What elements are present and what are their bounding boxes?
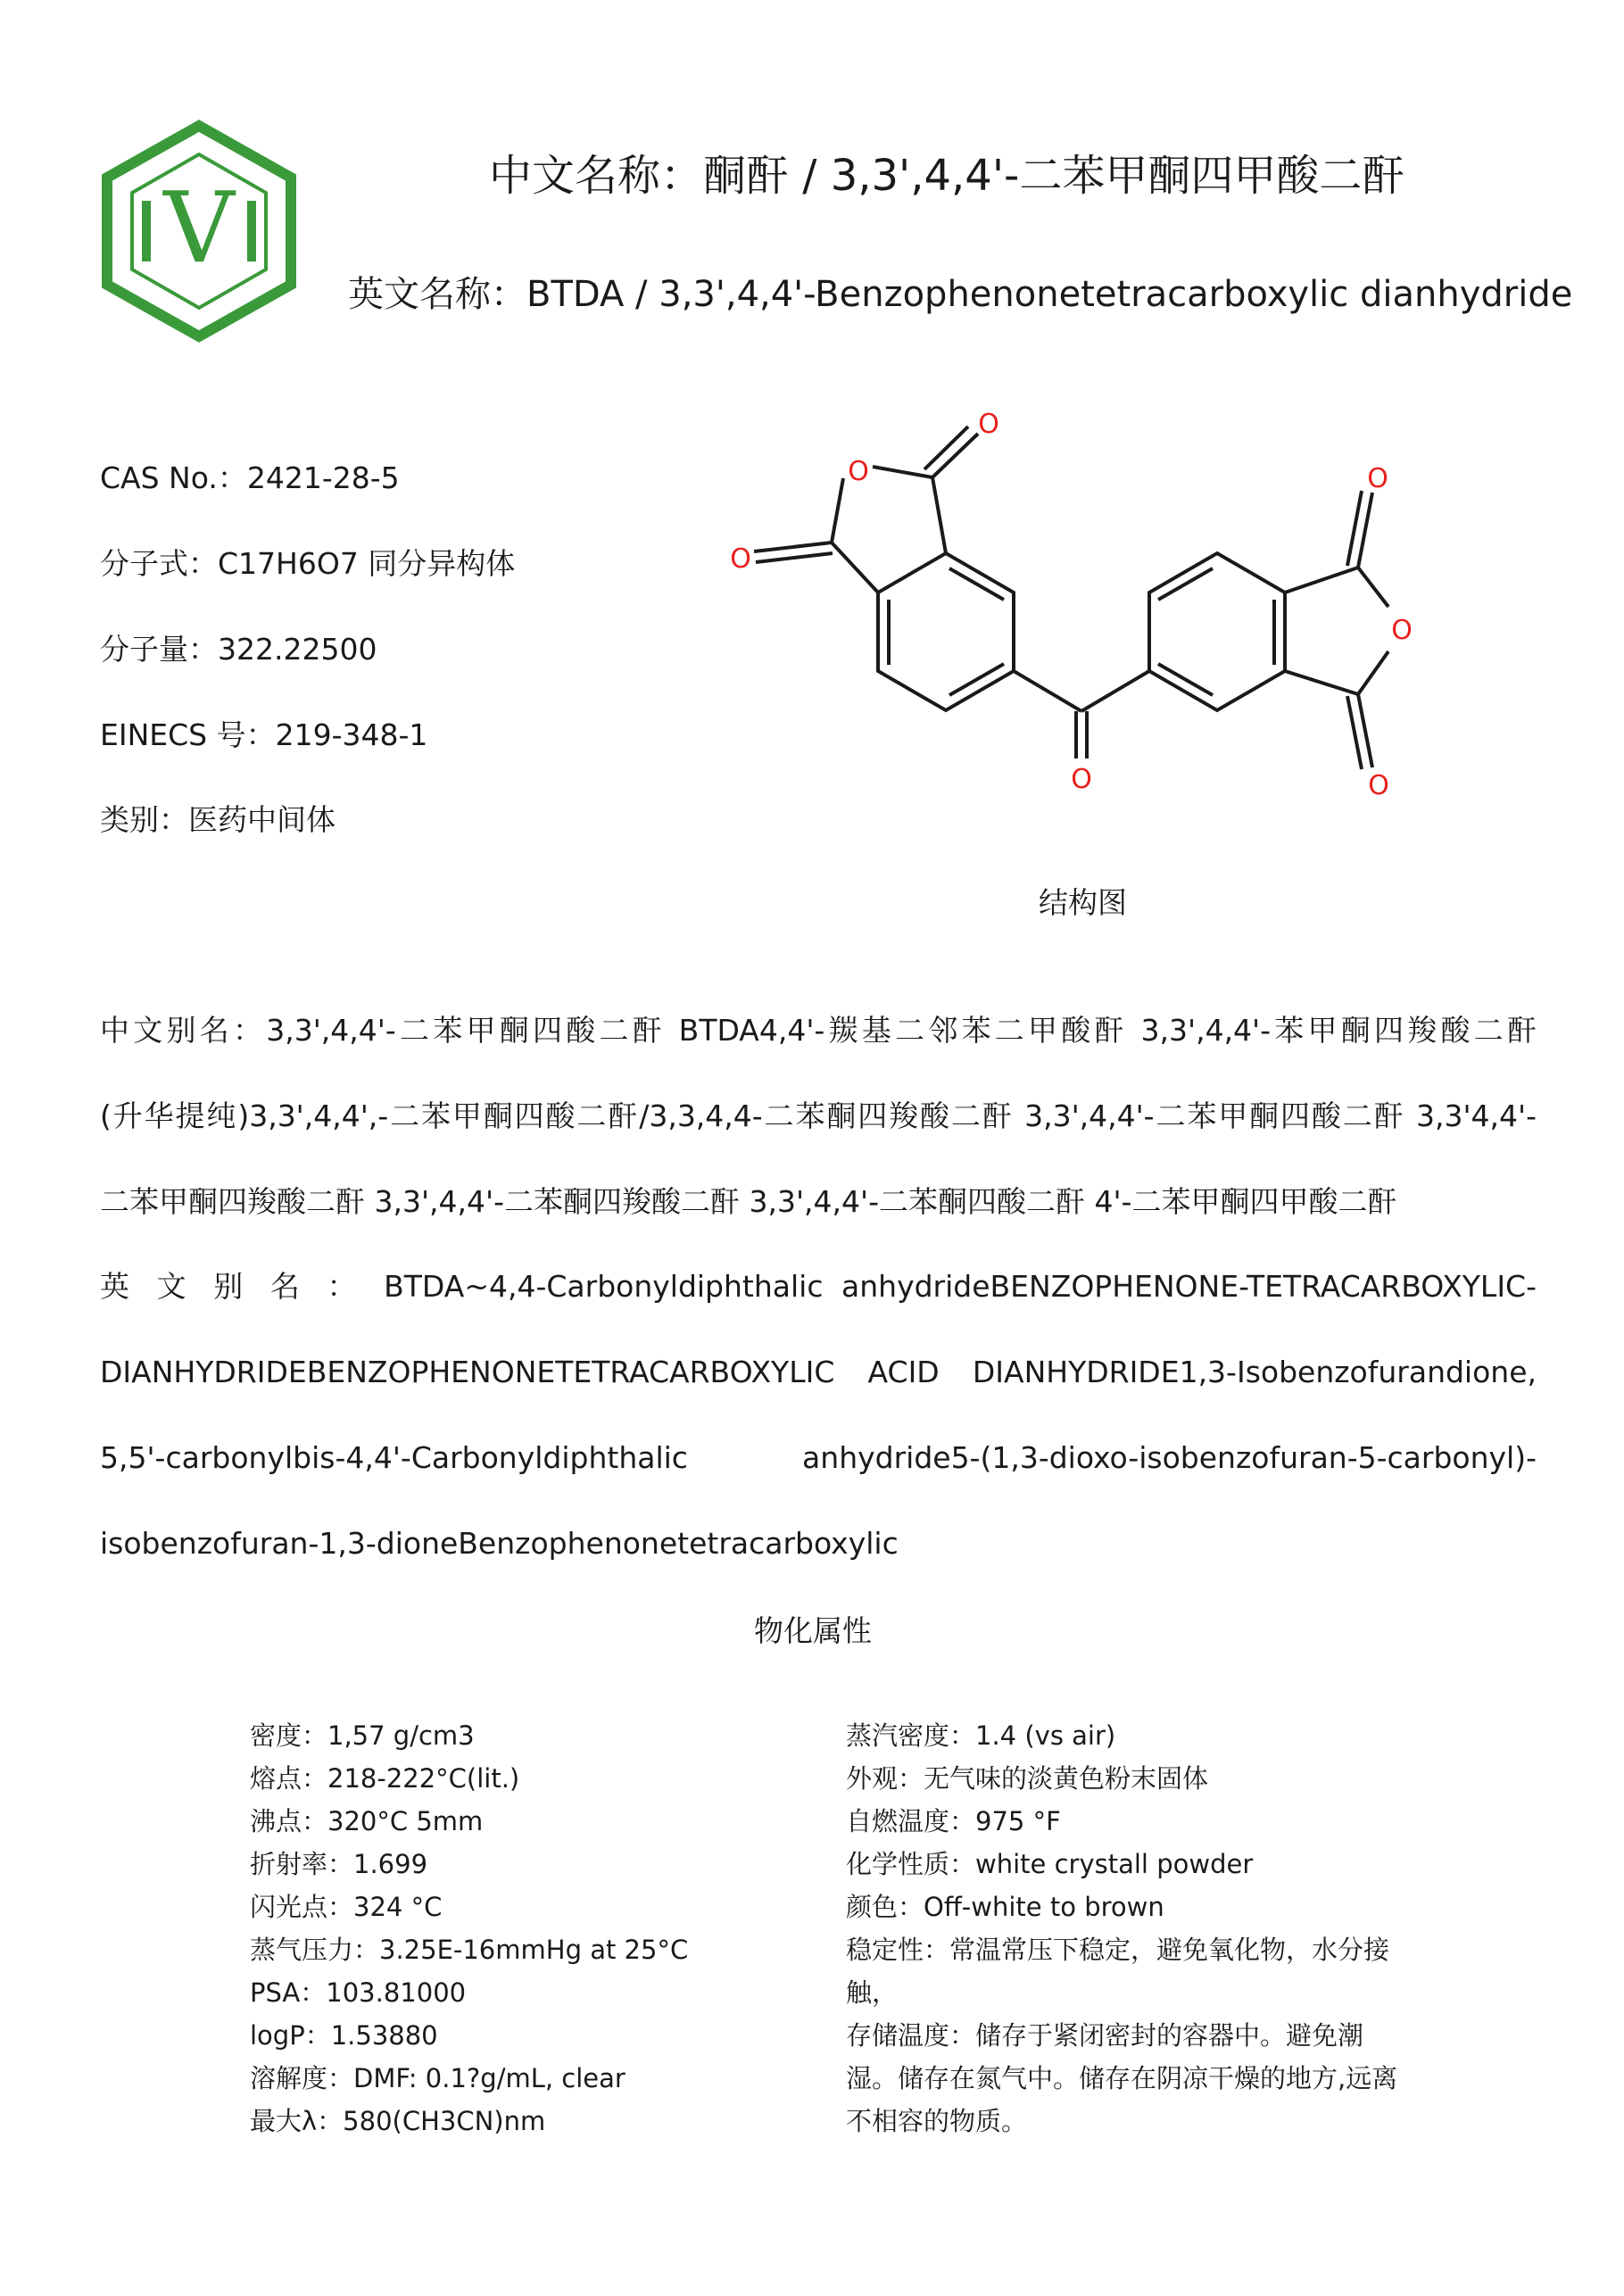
english-aliases-line: 英 文 别 名 ： BTDA~4,4-Carbonyldiphthalic anhydrideBENZOPHENONE-TETRACARBOXYLIC- <box>100 1269 1537 1304</box>
oxygen-atom-label: O <box>1368 770 1389 801</box>
properties-left-column <box>250 1714 688 2143</box>
english-aliases-line: isobenzofuran-1,3-dioneBenzophenonetetracarboxylic <box>100 1526 899 1561</box>
chinese-aliases <box>100 988 1537 1245</box>
einecs-number: EINECS 号：219-348-1 <box>100 717 428 752</box>
property-refractive-index: 折射率：1.699 <box>250 1849 428 1879</box>
property-autoignition-temperature: 自燃温度：975 °F <box>846 1806 1061 1836</box>
property-color: 颜色：Off-white to brown <box>846 1892 1164 1922</box>
property-boiling-point: 沸点：320°C 5mm <box>250 1806 484 1836</box>
property-logp: logP：1.53880 <box>250 2020 438 2051</box>
property-density: 密度：1,57 g/cm3 <box>250 1720 475 1751</box>
property-storage-temperature: 存储温度：储存于紧闭密封的容器中。避免潮湿。储存在氮气中。储存在阴凉干燥的地方,远离不相容的物质。 <box>846 2020 1398 2136</box>
logo-letter: V <box>163 170 235 285</box>
molecular-formula: 分子式：C17H6O7 同分异构体 <box>100 546 516 581</box>
oxygen-atom-label: O <box>1367 463 1388 494</box>
oxygen-atom-label: O <box>1071 764 1092 795</box>
chinese-aliases-line: 中文别名：3,3',4,4'-二苯甲酮四酸二酐 BTDA4,4'-羰基二邻苯二甲酸酐 3,3',4,4'-苯甲酮四羧酸二酐 <box>100 1013 1537 1048</box>
molecular-weight: 分子量：322.22500 <box>100 632 377 667</box>
structure-diagram <box>714 393 1446 803</box>
english-name-title: 英文名称：BTDA / 3,3',4,4'-Benzophenonetetracarboxylic dianhydride <box>348 274 1573 315</box>
english-aliases-line: 5,5'-carbonylbis-4,4'-Carbonyldiphthalic anhydride5-(1,3-dioxo-isobenzofuran-5-carbonyl)- <box>100 1440 1537 1475</box>
properties-right-column <box>846 1714 1399 2143</box>
properties-title: 物化属性 <box>754 1613 872 1648</box>
property-psa: PSA：103.81000 <box>250 1977 467 2008</box>
property-vapor-density: 蒸汽密度：1.4 (vs air) <box>846 1720 1116 1751</box>
property-flash-point: 闪光点：324 °C <box>250 1892 443 1922</box>
chinese-aliases-line: (升华提纯)3,3',4,4',-二苯甲酮四酸二酐/3,3,4,4-二苯酮四羧酸二酐 3,3',4,4'-二苯甲酮四酸二酐 3,3'4,4'- <box>100 1098 1537 1133</box>
property-chemical-properties: 化学性质：white crystall powder <box>846 1849 1254 1879</box>
property-solubility: 溶解度：DMF: 0.1?g/mL, clear <box>250 2063 626 2093</box>
property-max-wavelength: 最大λ：580(CH3CN)nm <box>250 2106 546 2136</box>
property-appearance: 外观：无气味的淡黄色粉末固体 <box>846 1763 1209 1794</box>
oxygen-atom-label: O <box>1391 615 1413 646</box>
category: 类别：医药中间体 <box>100 802 336 837</box>
structure-caption: 结构图 <box>1039 885 1127 920</box>
chinese-aliases-line: 二苯甲酮四羧酸二酐 3,3',4,4'-二苯酮四羧酸二酐 3,3',4,4'-二苯酮四酸二酐 4'-二苯甲酮四甲酸二酐 <box>100 1184 1397 1219</box>
oxygen-atom-label: O <box>730 543 751 575</box>
chinese-name-title: 中文名称：酮酐 / 3,3',4,4'-二苯甲酮四甲酸二酐 <box>489 151 1405 201</box>
company-logo <box>100 119 298 344</box>
property-stability: 稳定性：常温常压下稳定，避免氧化物，水分接触， <box>846 1935 1390 2008</box>
oxygen-atom-label: O <box>848 456 869 487</box>
english-aliases <box>100 1244 1537 1587</box>
oxygen-atom-label: O <box>978 409 999 440</box>
property-vapor-pressure: 蒸气压力：3.25E-16mmHg at 25°C <box>250 1935 689 1965</box>
english-aliases-line: DIANHYDRIDEBENZOPHENONETETRACARBOXYLIC ACID DIANHYDRIDE1,3-Isobenzofurandione, <box>100 1355 1537 1389</box>
cas-number: CAS No.：2421-28-5 <box>100 460 400 495</box>
property-melting-point: 熔点：218-222°C(lit.) <box>250 1763 520 1794</box>
